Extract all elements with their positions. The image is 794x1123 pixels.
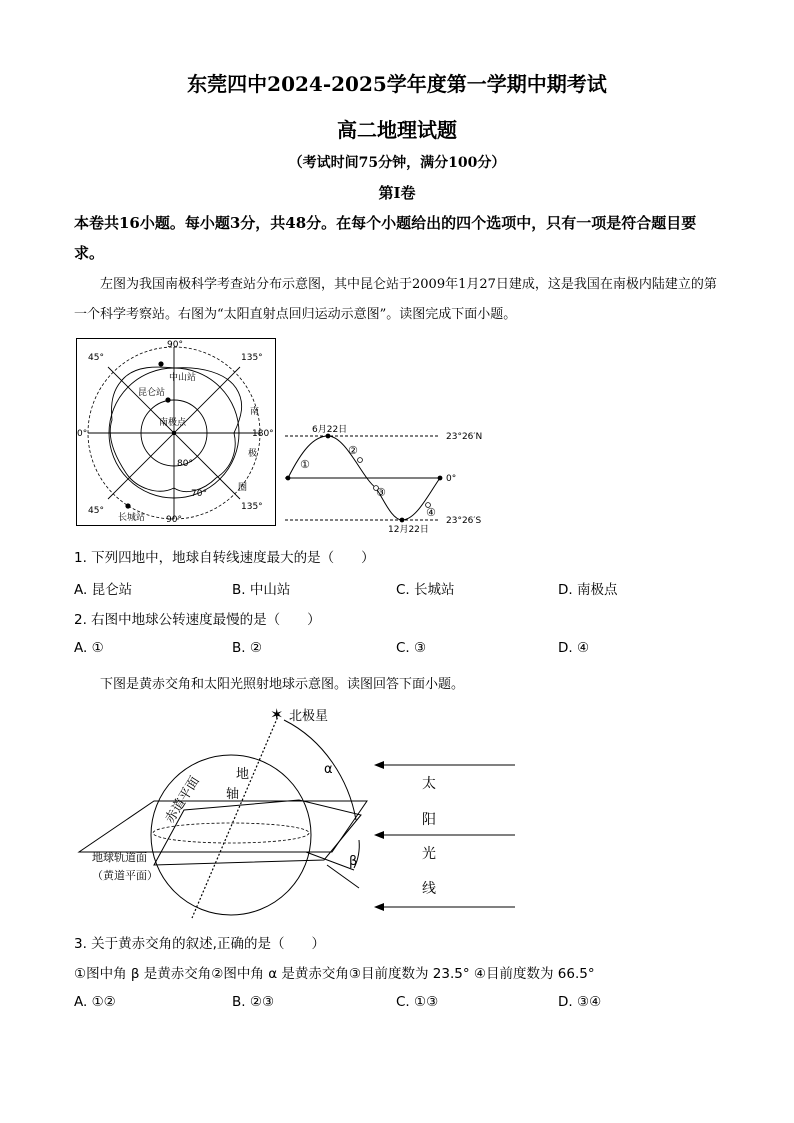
exam-title: 东莞四中2024-2025学年度第一学期中期考试 (187, 72, 607, 96)
marker-1: ① (300, 458, 310, 471)
kunlun-label: 昆仑站 (138, 388, 166, 398)
q3-statements: ①图中角 β 是黄赤交角②图中角 α 是黄赤交角③目前度数为 23.5° ④目前度数为 66.5° (74, 966, 595, 982)
sunlight-char-1: 太 (422, 776, 436, 792)
q3-option-d[interactable]: D. ③④ (558, 994, 602, 1010)
sun-point-migration-figure (280, 420, 500, 538)
equator-label: 0° (446, 474, 457, 484)
deg-45-tl: 45° (88, 353, 104, 363)
q3-option-b[interactable]: B. ②③ (232, 994, 275, 1010)
exam-subtitle: 高二地理试题 (337, 118, 457, 142)
zhongshan-label: 中山站 (169, 373, 197, 383)
deg-90-top: 90° (167, 340, 183, 350)
sunlight-char-3: 光 (422, 846, 436, 862)
q2-option-b[interactable]: B. ② (232, 640, 262, 656)
instructions: 本卷共16小题。每小题3分，共48分。在每个小题给出的四个选项中，只有一项是符合题目要求。 (74, 214, 697, 262)
q3-option-c[interactable]: C. ①③ (396, 994, 439, 1010)
deg-90-bottom: 90° (166, 515, 182, 525)
dec22-label: 12月22日 (388, 525, 429, 535)
equator-plane-label: 赤道平面 (162, 774, 203, 827)
q2-option-d[interactable]: D. ④ (558, 640, 590, 656)
axis-char-1: 地 (236, 767, 250, 782)
deg-135-tr: 135° (241, 353, 263, 363)
q1-option-d[interactable]: D. 南极点 (558, 582, 618, 598)
axis-char-2: 轴 (226, 787, 240, 802)
north-tropic-label: 23°26′N (446, 432, 483, 442)
polaris-star-icon: ✶ (270, 705, 284, 724)
sunlight-arrows (370, 755, 515, 920)
sunlight-char-2: 阳 (422, 812, 436, 828)
alpha-label: α (324, 762, 333, 777)
passage-1: 左图为我国南极科学考查站分布示意图，其中昆仑站于2009年1月27日建成，这是我国在南极内陆建立的第一个科学考察站。右图为“太阳直射点回归运动示意图”。读图完成下面小题。 (74, 277, 717, 322)
q2-option-a[interactable]: A. ① (74, 640, 104, 656)
marker-4: ④ (426, 506, 436, 519)
beta-label: β (349, 854, 358, 869)
exam-info: （考试时间75分钟，满分100分） (288, 155, 506, 171)
antarctica-map-figure (76, 338, 276, 526)
marker-3: ③ (376, 486, 386, 499)
jun22-label: 6月22日 (312, 425, 348, 435)
q3-option-a[interactable]: A. ①② (74, 994, 116, 1010)
q2-option-c[interactable]: C. ③ (396, 640, 427, 656)
deg-70: 70° (191, 489, 207, 499)
q2-stem: 2. 右图中地球公转速度最慢的是（ ） (74, 612, 321, 628)
circle-char-2: 极 (248, 449, 258, 459)
q1-stem: 1. 下列四地中，地球自转线速度最大的是（ ） (74, 550, 375, 566)
sunlight-char-4: 线 (422, 881, 436, 897)
orbit-plane-label: 地球轨道面 (92, 851, 147, 864)
q3-stem: 3. 关于黄赤交角的叙述,正确的是（ ） (74, 936, 325, 952)
south-pole-label: 南极点 (159, 418, 187, 428)
q1-option-a[interactable]: A. 昆仑站 (74, 582, 133, 598)
volume-label: 第Ⅰ卷 (378, 184, 416, 202)
q1-option-c[interactable]: C. 长城站 (396, 582, 455, 598)
ecliptic-plane-label: （黄道平面） (92, 869, 158, 882)
circle-char-1: 南 (250, 407, 260, 417)
passage-2: 下图是黄赤交角和太阳光照射地球示意图。读图回答下面小题。 (100, 677, 465, 692)
q1-option-b[interactable]: B. 中山站 (232, 582, 291, 598)
deg-135-br: 135° (241, 502, 263, 512)
marker-2: ② (348, 444, 358, 457)
circle-char-3: 圈 (238, 483, 248, 493)
deg-80: 80° (177, 459, 193, 469)
south-tropic-label: 23°26′S (446, 516, 482, 526)
deg-0: 0° (77, 429, 88, 439)
changcheng-label: 长城站 (118, 513, 146, 523)
deg-180: 180° (252, 429, 274, 439)
polaris-label: 北极星 (289, 709, 329, 724)
deg-45-bl: 45° (88, 506, 104, 516)
